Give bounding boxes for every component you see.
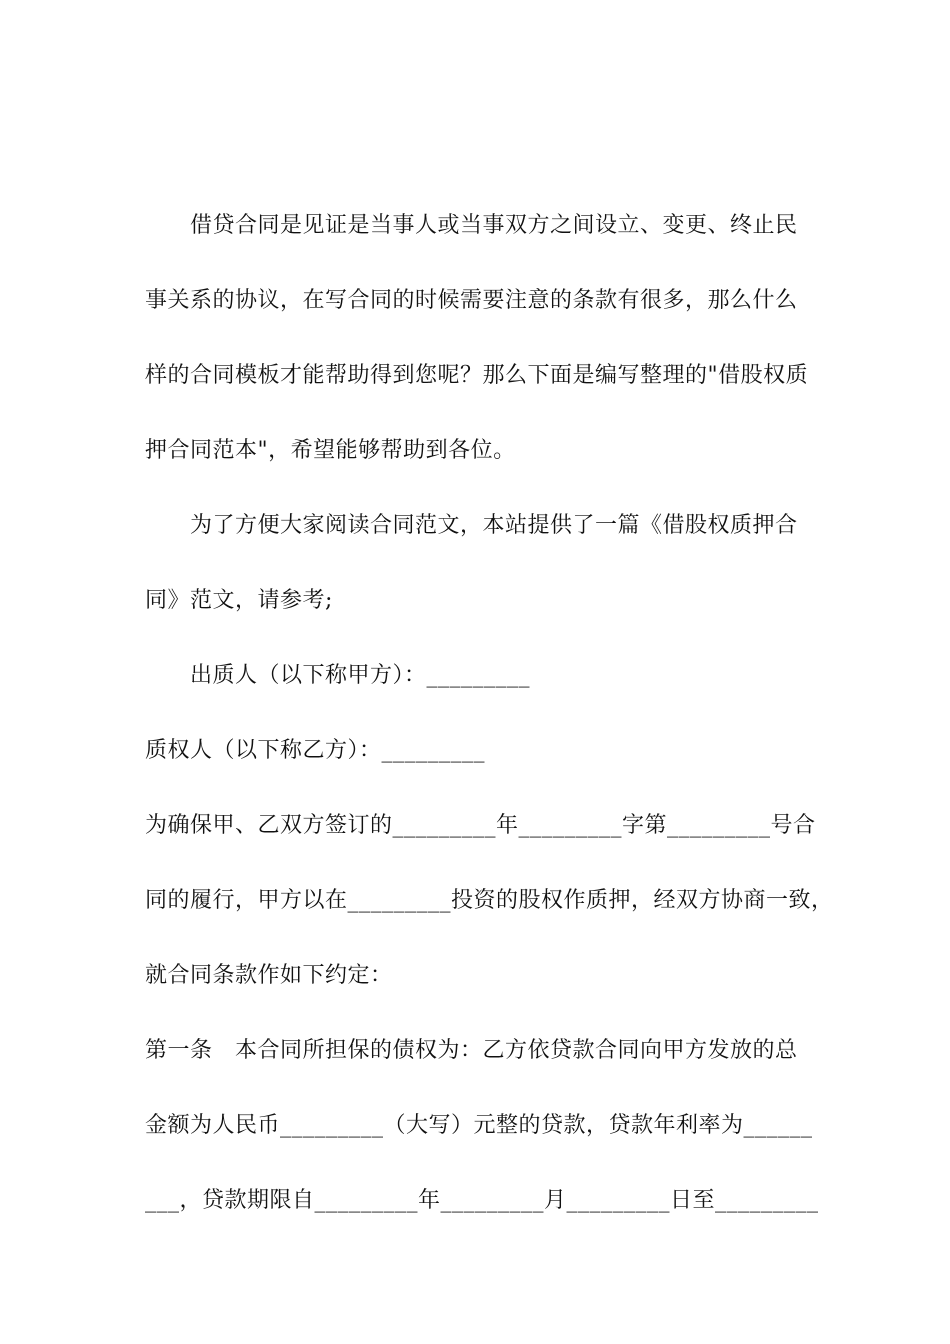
paragraph-note-line-2: 同》范文，请参考; — [145, 588, 333, 613]
pledgee-line: 质权人（以下称乙方）：_________ — [145, 738, 486, 763]
preamble-line-1: 为确保甲、乙双方签订的_________年_________字第_________号合 — [145, 813, 816, 838]
pledgor-line: 出质人（以下称甲方）：_________ — [190, 663, 531, 688]
article-1-line-3: ___，贷款期限自_________年_________月_________日至_________ — [145, 1188, 819, 1213]
paragraph-intro-line-2: 事关系的协议，在写合同的时候需要注意的条款有很多，那么什么 — [145, 288, 798, 313]
preamble-line-3: 就合同条款作如下约定： — [145, 963, 393, 988]
paragraph-intro-line-3: 样的合同模板才能帮助得到您呢？那么下面是编写整理的"借股权质 — [145, 363, 809, 388]
paragraph-note-line-1: 为了方便大家阅读合同范文，本站提供了一篇《借股权质押合 — [190, 513, 798, 538]
article-1-line-2: 金额为人民币_________（大写）元整的贷款，贷款年利率为______ — [145, 1113, 813, 1138]
paragraph-intro-line-1: 借贷合同是见证是当事人或当事双方之间设立、变更、终止民 — [190, 213, 798, 238]
preamble-line-2: 同的履行，甲方以在_________投资的股权作质押，经双方协商一致， — [145, 888, 834, 913]
paragraph-intro-line-4: 押合同范本"，希望能够帮助到各位。 — [145, 438, 516, 463]
article-1-line-1: 第一条 本合同所担保的债权为：乙方依贷款合同向甲方发放的总 — [145, 1038, 798, 1063]
